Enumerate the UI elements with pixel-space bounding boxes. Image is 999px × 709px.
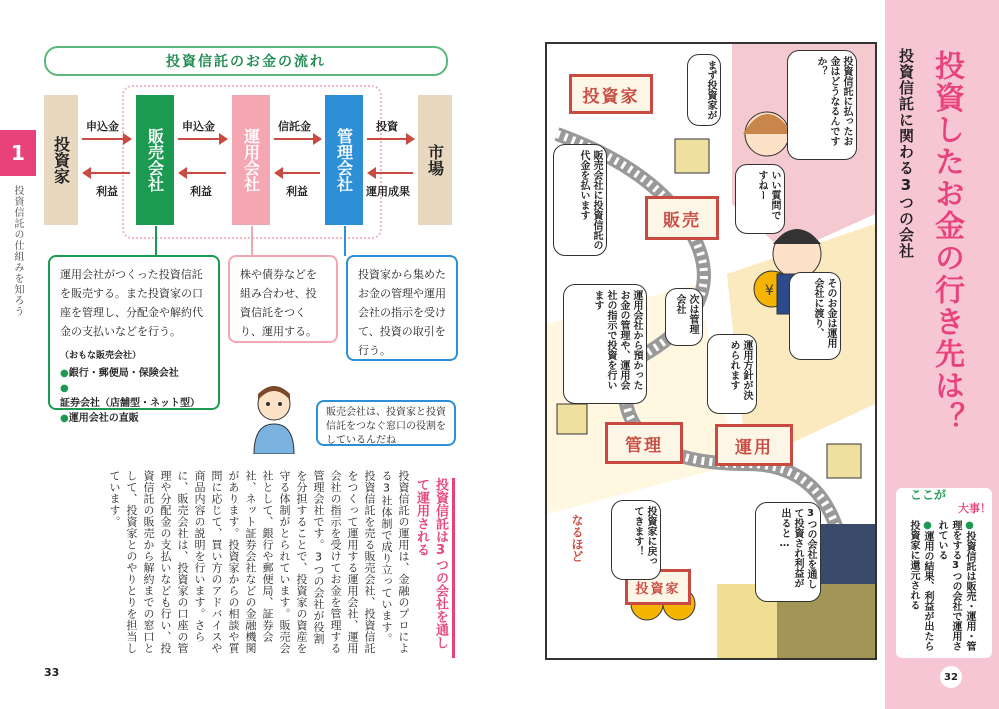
connector-line [344, 226, 346, 256]
sales-note [48, 255, 220, 424]
manga-bubble: 運用会社から預かったお金の管理や、運用会社の指示で投資を行います [563, 284, 647, 404]
body-text: 投資信託の運用は、金融のプロによる3社体制で成り立っています。投資信託を売る販売会社、投資信託をつくって運用する運用会社、運用会社の指示を受けてお金を管理する管理会社です。3つの会社が役割を分担することで、投資家の資産を守る体制がとられています。販売会社として、銀行や郵便局、証券会社、ネット証券会社などの金融機関があります。投資家からの相談や質問に応じて、買い方のアドバイスや商品内容の説明を行います。さらに、販売会社は、投資家の口座の管理や分配金の支払いなども行い、投資信託の販売から解約までの窓口として、投資家とのやりとりを担当しています。 [108, 470, 410, 654]
key-point-label-2: 大事！ [958, 502, 991, 515]
chapter-label: 投資信託の仕組みを知ろう [12, 185, 23, 317]
manga-bubble: 3つの会社を通して投資され利益が出ると… [755, 502, 821, 602]
arrow-label: 利益 [190, 185, 212, 198]
sales-item: ●銀行・郵便局・保険会社 [60, 368, 179, 379]
sales-note-subtitle: （おもな販売会社） [60, 351, 142, 361]
sign-trust: 運用 [715, 424, 793, 466]
flow-arrow-right [367, 138, 413, 140]
flow-arrow-left [180, 172, 226, 174]
arrow-label: 利益 [286, 185, 308, 198]
sign-management: 管理 [605, 422, 683, 464]
manga-bubble: 次は管理会社 [665, 288, 703, 346]
arrow-label: 利益 [96, 185, 118, 198]
flow-arrow-left [84, 172, 130, 174]
key-point-list [906, 520, 976, 652]
arrow-label: 申込金 [182, 120, 215, 133]
svg-text:¥: ¥ [765, 283, 774, 299]
key-point-item: ●運用の結果、利益が出たら投資家に還元される [908, 520, 933, 651]
flow-arrow-right [274, 138, 320, 140]
trust-note: 投資家から集めたお金の管理や運用会社の指示を受けて、投資の取引を行う。 [346, 255, 458, 361]
page-title: 投資したお金の行き先は？ [929, 50, 964, 434]
flow-arrow-right [178, 138, 226, 140]
manga-bubble: まず投資家が [687, 54, 721, 126]
flow-arrow-left [369, 172, 413, 174]
section-heading: 投資信託は3つの会社を通して運用される [412, 478, 455, 658]
page-subtitle: 投資信託に関わる3つの会社 [897, 48, 915, 259]
flow-arrow-right [82, 138, 130, 140]
sales-company-column: 販売会社 [136, 95, 174, 225]
chapter-tab [0, 130, 36, 176]
person-illustration [246, 382, 302, 454]
sign-investor-2: 投資家 [625, 569, 691, 605]
sales-item: ●証券会社（店舗型・ネット型） [60, 383, 200, 409]
manga-bubble: いい質問ですねー [735, 164, 785, 234]
manga-panel-group [545, 42, 877, 660]
sales-note-text: 運用会社がつくった投資信託を販売する。また投資家の口座を管理し、分配金や解約代金の支払いなどを行う。 [60, 268, 203, 338]
flow-title: 投資信託のお金の流れ [44, 46, 448, 76]
key-point-label: ここが [910, 488, 947, 502]
manga-bubble: 販売会社に投資信託の代金を払います [553, 144, 607, 256]
manga-exclamation: なるほど [570, 514, 584, 562]
page-number-left: 33 [44, 666, 60, 679]
arrow-label: 投資 [376, 120, 398, 133]
connector-line [155, 226, 157, 256]
trust-company-column: 管理会社 [325, 95, 363, 225]
management-note: 株や債券などを組み合わせ、投資信託をつくり、運用する。 [228, 255, 338, 343]
arrow-label: 信託金 [278, 120, 311, 133]
arrow-label: 運用成果 [366, 185, 410, 198]
market-column: 市場 [418, 95, 452, 225]
arrow-label: 申込金 [86, 120, 119, 133]
manga-bubble: 投資信託に払ったお金はどうなるんですか？ [787, 50, 857, 160]
key-point-item: ●投資信託は販売・運用・管理をする3つの会社で運用されている [936, 520, 975, 651]
sign-sales: 販売 [645, 196, 719, 240]
manga-bubble: 投資家に戻ってきます！ [611, 500, 661, 580]
flow-arrow-left [276, 172, 320, 174]
speech-bubble: 販売会社は、投資家と投資信託をつなぐ窓口の役割をしているんだね [316, 400, 456, 446]
page-number-right: 32 [940, 666, 962, 688]
chapter-number: 1 [11, 141, 25, 165]
sales-item: ●運用会社の直販 [60, 413, 139, 424]
management-company-column: 運用会社 [232, 95, 270, 225]
manga-bubble: 運用方針が決められます [707, 334, 757, 414]
sign-investor: 投資家 [569, 74, 653, 114]
investor-column: 投資家 [44, 95, 78, 225]
manga-bubble: そのお金は運用会社に渡り、 [789, 272, 841, 360]
connector-line [251, 226, 253, 256]
